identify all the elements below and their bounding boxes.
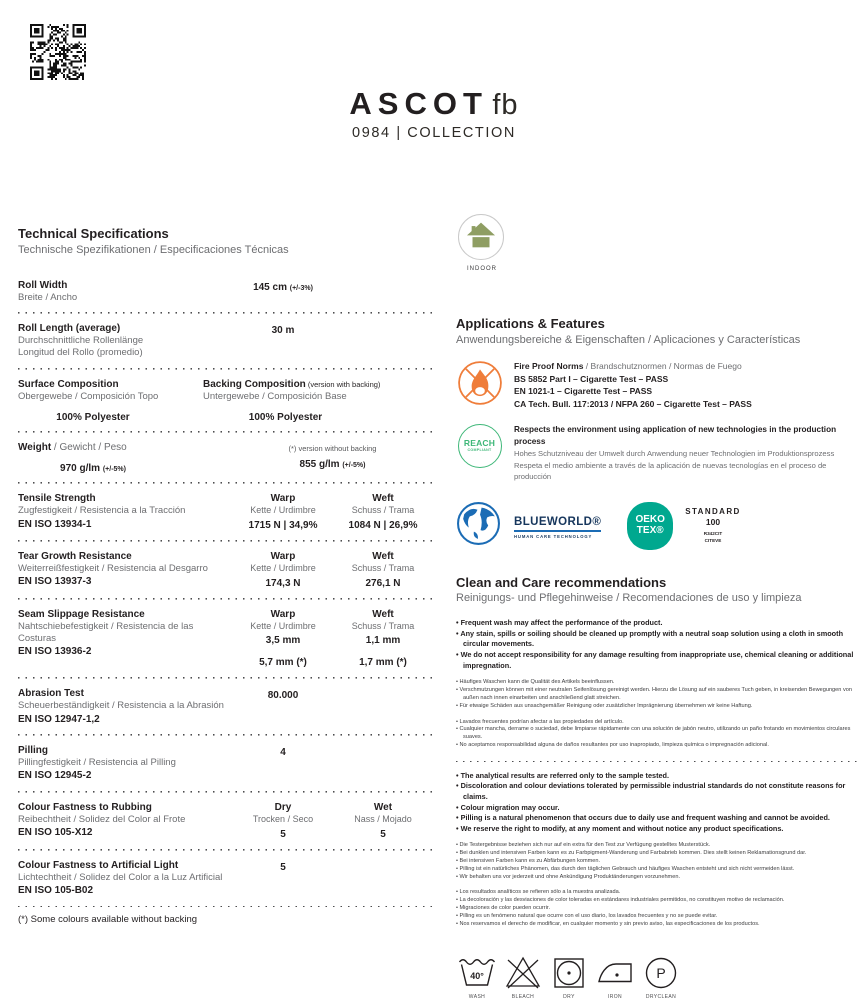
- spec-subtitle: Breite / Ancho: [18, 291, 78, 303]
- spec-title: Tensile Strength: [18, 493, 96, 505]
- bullet-item: EN 1021-1 – Cigarette Test – PASS: [514, 386, 653, 397]
- spec-subtitle: Weiterreißfestigkeit / Resistencia al Desgarro: [18, 562, 208, 574]
- bullet-item: • Wir behalten uns vor jederzeit und ohne Ankündigung Produktänderungen vorzunehmen.: [456, 874, 860, 882]
- care-bullets-es-1: [456, 719, 860, 750]
- dotted-separator: [456, 761, 860, 763]
- iso-standard: EN ISO 13937-3: [18, 576, 92, 588]
- spec-row-tensile: [18, 492, 432, 532]
- bullet-item: • We do not accept responsibility for any damage resulting from inappropriate use, chemical cleaning or additional impregnation.: [456, 650, 860, 671]
- warp-header: Warp: [270, 550, 296, 562]
- bullet-item: • Verschmutzungen können mit einer neutralen Seifenlösung gereinigt werden. Hierzu die Lösung auf ein sauberes Tuch geben, in kreisenden Bewegungen von außen nach innen einarbeiten und anschließend glatt streichen.: [456, 687, 860, 703]
- warp-subheader: Kette / Urdimbre: [250, 505, 316, 516]
- spec-alt-value: 855 g/lm (+/-5%): [299, 459, 366, 471]
- indoor-label: INDOOR: [467, 266, 497, 272]
- iso-standard: EN ISO 12947-1,2: [18, 713, 100, 725]
- care-bullets-es-2: [456, 889, 860, 928]
- oeko-tex-badge: OEKO TEX®: [627, 502, 673, 550]
- no-bleach-icon: [503, 951, 543, 991]
- dotted-separator: [18, 312, 432, 314]
- spec-title: Roll Length (average): [18, 323, 121, 335]
- spec-row-abrasion: [18, 687, 432, 726]
- weft-value: 276,1 N: [365, 577, 401, 589]
- qr-code: [30, 24, 86, 80]
- dry-symbol: [548, 951, 590, 1000]
- spec-value: 970 g/lm (+/-5%): [60, 463, 126, 475]
- care-title: Clean and Care recommendations: [456, 574, 667, 590]
- bullet-item: • Colour migration may occur.: [456, 803, 860, 814]
- bullet-item: • Migraciones de color pueden ocurrir.: [456, 905, 860, 913]
- bullet-item: BS 5852 Part I – Cigarette Test – PASS: [514, 373, 669, 384]
- collection-subtitle: 0984 | COLLECTION: [352, 125, 516, 141]
- spec-value: 4: [280, 747, 286, 759]
- iso-standard: EN ISO 105-B02: [18, 884, 94, 896]
- indoor-badge: [458, 214, 506, 272]
- dotted-separator: [18, 598, 432, 600]
- dryclean-symbol: [640, 951, 682, 1000]
- iso-standard: EN ISO 105-X12: [18, 827, 93, 839]
- weft-alt-value: 1,7 mm (*): [359, 657, 407, 669]
- dryclean-icon: [641, 951, 681, 991]
- care-section: [456, 575, 860, 606]
- bullet-item: • Nos reservamos el derecho de modificar, en cualquier momento y sin previo aviso, las especificaciones de los productos.: [456, 921, 860, 929]
- spec-subtitle: Untergewebe / Composición Base: [203, 390, 347, 402]
- spec-title: Colour Fastness to Rubbing: [18, 801, 152, 813]
- spec-title: Backing Composition (version with backing): [203, 378, 381, 390]
- spec-title: Pilling: [18, 745, 48, 757]
- bullet-item: • The analytical results are referred only to the sample tested.: [456, 771, 860, 782]
- bullet-item: • Häufiges Waschen kann die Qualität des Artikels beeinflussen.: [456, 679, 860, 687]
- dotted-separator: [18, 791, 432, 793]
- dotted-separator: [18, 431, 432, 433]
- warp-alt-value: 5,7 mm (*): [259, 657, 307, 669]
- bleach-label: BLEACH: [511, 993, 535, 1000]
- weft-header: Weft: [372, 550, 394, 562]
- spec-row-seam: [18, 608, 432, 670]
- spec-title: Surface Composition: [18, 378, 119, 390]
- warp-value: 3,5 mm: [265, 635, 301, 647]
- reach-statement-es: Respeta el medio ambiente a través de la aplicación de nuevas tecnologías en el proceso de producción: [514, 460, 827, 482]
- spec-title: Abrasion Test: [18, 688, 84, 700]
- iso-standard: EN ISO 13934-1: [18, 518, 92, 530]
- iso-standard: EN ISO 13936-2: [18, 646, 92, 658]
- spec-value: 145 cm (+/-3%): [253, 281, 313, 293]
- dotted-separator: [18, 540, 432, 542]
- spec-row-pilling: [18, 744, 432, 783]
- reach-badge-line1: REACH: [463, 437, 496, 448]
- technical-specifications-column: [18, 226, 432, 925]
- spec-title-note: (version with backing): [305, 379, 381, 389]
- iron-icon: [595, 951, 635, 991]
- tolerance: (+/-5%): [342, 462, 366, 470]
- bullet-item: • Lavados frecuentes podrían afectar a las propiedades del artículo.: [456, 719, 860, 727]
- bullet-item: • La decoloración y las desviaciones de color toleradas en estándares industriales permitidos, no constituyen motivo de reclamación.: [456, 897, 860, 905]
- bleach-symbol: [502, 951, 544, 1000]
- features-column: [456, 214, 860, 1000]
- spec-title: Weight / Gewicht / Peso: [18, 442, 127, 454]
- bullet-item: • Pilling is a natural phenomenon that occurs due to daily use and frequent washing and cannot be avoided.: [456, 813, 860, 824]
- svg-text:P: P: [656, 964, 666, 981]
- spec-row-tear: [18, 550, 432, 590]
- dotted-separator: [18, 905, 432, 907]
- warp-header: Warp: [270, 608, 296, 620]
- version-note: (*) version without backing: [288, 444, 377, 454]
- tech-specs-title: Technical Specifications: [18, 226, 169, 241]
- weft-subheader: Schuss / Trama: [351, 620, 415, 631]
- spec-title: Roll Width: [18, 279, 68, 291]
- tumble-dry-icon: [549, 951, 589, 991]
- applications-subtitle: Anwendungsbereiche & Eigenschaften / Aplicaciones y Características: [456, 333, 801, 346]
- dry-subheader: Trocken / Seco: [252, 813, 314, 824]
- bullet-item: • Frequent wash may affect the performance of the product.: [456, 618, 860, 629]
- wash-icon: [457, 951, 497, 991]
- globe-icon: [456, 501, 501, 551]
- reach-statement-de: Hohes Schutzniveau der Umwelt durch Anwendung neuer Technologien im Produktionsprozess: [514, 449, 835, 459]
- bullet-item: • No aceptamos responsabilidad alguna de daños resultantes por uso inapropiado, limpieza química o impregnación adicional.: [456, 742, 860, 750]
- bullet-item: • Bei intensiven Farben kann es zu Abfärbungen kommen.: [456, 858, 860, 866]
- masthead: [0, 86, 868, 141]
- bullet-item: • Pilling es un fenómeno natural que ocurre con el uso diario, los lavados frecuentes y no se puede evitar.: [456, 913, 860, 921]
- wet-value: 5: [380, 828, 386, 840]
- bullet-item: • Discoloration and colour deviations tolerated by permissible industrial standards do not constitute reasons for claims.: [456, 781, 860, 802]
- reach-compliant-icon: [456, 424, 503, 468]
- care-bullets-en-2: [456, 771, 860, 834]
- spec-subtitle: Longitud del Rollo (promedio): [18, 347, 143, 359]
- spec-value: 80.000: [267, 690, 299, 702]
- weft-value: 1084 N | 26,9%: [348, 519, 418, 531]
- care-bullets-en-1: [456, 618, 860, 671]
- spec-row-roll-length: [18, 322, 432, 360]
- warp-subheader: Kette / Urdimbre: [250, 562, 316, 573]
- weft-header: Weft: [372, 608, 394, 620]
- wash-symbol: [456, 951, 498, 1000]
- spec-title: Colour Fastness to Artificial Light: [18, 859, 179, 871]
- weft-subheader: Schuss / Trama: [351, 505, 415, 516]
- spec-value: 100% Polyester: [56, 412, 130, 424]
- spec-row-rubbing: [18, 801, 432, 841]
- care-symbols-row: [456, 951, 860, 1000]
- spec-value: 5: [280, 861, 286, 873]
- reach-statement-en: Respects the environment using application of new technologies in the production process: [514, 424, 837, 447]
- wet-header: Wet: [373, 801, 393, 813]
- house-icon: [464, 218, 498, 257]
- dry-label: DRY: [563, 993, 575, 1000]
- care-bullets-de-1: [456, 679, 860, 710]
- spec-subtitle: Durchschnittliche Rollenlänge: [18, 335, 144, 347]
- warp-value: 174,3 N: [265, 577, 301, 589]
- spec-row-light-fastness: [18, 859, 432, 898]
- bullet-item: • Los resultados analíticos se refieren sólo a la muestra analizada.: [456, 889, 860, 897]
- bullet-item: • Bei dunklen und intensiven Farben kann es zu Farbpigment-Wanderung und Farbabrieb kommen. Dies stellt keinen Reklamationsgrund dar.: [456, 850, 860, 858]
- fire-norms-heading: Fire Proof Norms / Brandschutznormen / Normas de Fuego: [514, 360, 742, 371]
- care-bullets-de-2: [456, 842, 860, 881]
- brand-name: ASCOT: [349, 86, 488, 121]
- blueworld-wordmark: BLUEWORLD®: [514, 516, 601, 532]
- wash-label: WASH: [468, 993, 486, 1000]
- warp-value: 1715 N | 34,9%: [248, 519, 318, 531]
- dotted-separator: [18, 734, 432, 736]
- spec-title: Seam Slippage Resistance: [18, 608, 145, 620]
- applications-section: [456, 316, 860, 347]
- iron-symbol: [594, 951, 636, 1000]
- weft-subheader: Schuss / Trama: [351, 562, 415, 573]
- fire-proof-feature: [456, 360, 860, 411]
- bullet-item: • We reserve the right to modify, at any moment and without notice any product specifications.: [456, 824, 860, 835]
- bullet-item: • Die Testergebnisse beziehen sich nur auf ein extra für den Test zur Verfügung gestelltes Musterstück.: [456, 842, 860, 850]
- spec-row-weight: [18, 441, 432, 474]
- dryclean-label: DRYCLEAN: [645, 993, 677, 1000]
- care-subtitle: Reinigungs- und Pflegehinweise / Recomendaciones de uso y limpieza: [456, 592, 802, 605]
- spec-subtitle: Reibechtheit / Solidez del Color al Frote: [18, 813, 186, 825]
- applications-title: Applications & Features: [456, 316, 605, 331]
- warp-subheader: Kette / Urdimbre: [250, 620, 316, 631]
- certification-logos: [456, 501, 860, 551]
- dotted-separator: [18, 368, 432, 370]
- weft-value: 1,1 mm: [365, 635, 401, 647]
- bullet-item: • Für etwaige Schäden aus unsachgemäßer Reinigung oder zusätzlicher Imprägnierung übernehmen wir keine Haftung.: [456, 703, 860, 711]
- backing-footnote: (*) Some colours available without backing: [18, 914, 198, 926]
- bullet-item: • Pilling ist ein natürliches Phänomen, das durch den täglichen Gebrauch und häufiges Waschen entsteht und sich nicht vermeiden lässt.: [456, 866, 860, 874]
- svg-text:40°: 40°: [470, 970, 484, 981]
- spec-subtitle: Pillingfestigkeit / Resistencia al Pilling: [18, 757, 176, 769]
- fire-norms-list: [514, 373, 752, 411]
- page-title: [0, 86, 868, 122]
- tech-specs-subtitle: Technische Spezifikationen / Especificaciones Técnicas: [18, 243, 289, 256]
- spec-subtitle: Obergewebe / Composición Topo: [18, 390, 159, 402]
- weft-header: Weft: [372, 493, 394, 505]
- spec-subtitle: Lichtechtheit / Solidez del Color a la Luz Artificial: [18, 871, 223, 883]
- reach-feature: [456, 424, 860, 483]
- blueworld-logo: [514, 512, 601, 539]
- dotted-separator: [18, 849, 432, 851]
- iron-label: IRON: [607, 993, 623, 1000]
- spec-subtitle: Scheuerbeständigkeit / Resistencia a la Abrasión: [18, 700, 224, 712]
- no-flame-icon: [456, 360, 503, 406]
- wet-subheader: Nass / Mojado: [354, 813, 412, 824]
- spec-subtitle: Zugfestigkeit / Resistencia a la Tracción: [18, 505, 186, 517]
- tolerance: (+/-5%): [102, 466, 126, 474]
- bullet-item: • Any stain, spills or soiling should be cleaned up promptly with a neutral soap solution using a cloth in smooth circular movements.: [456, 629, 860, 650]
- bullet-item: • Cualquier mancha, derrame o suciedad, debe limpiarse rápidamente con una solución de jabón neutro, utilizando un paño frotando en movimientos circulares suaves.: [456, 726, 860, 742]
- spec-row-roll-width: [18, 279, 432, 304]
- dry-header: Dry: [274, 801, 292, 813]
- tolerance: (+/-3%): [289, 284, 313, 292]
- spec-row-composition: [18, 378, 432, 423]
- dotted-separator: [18, 677, 432, 679]
- dotted-separator: [18, 482, 432, 484]
- spec-value: 100% Polyester: [248, 412, 323, 424]
- iso-standard: EN ISO 12945-2: [18, 770, 92, 782]
- spec-title: Tear Growth Resistance: [18, 550, 132, 562]
- bullet-item: CA Tech. Bull. 117:2013 / NFPA 260 – Cigarette Test – PASS: [514, 399, 752, 410]
- spec-value: 30 m: [271, 325, 295, 337]
- standard-100-label: STANDARD 100 R342CIT CITEVE: [685, 507, 741, 543]
- reach-badge-line2: COMPLIANT: [467, 447, 492, 452]
- spec-subtitle: Nahtschiebefestigkeit / Resistencia de las Costuras: [18, 620, 194, 644]
- blueworld-tagline: HUMAN CARE TECHNOLOGY: [514, 534, 593, 540]
- dry-value: 5: [280, 828, 286, 840]
- brand-suffix: fb: [492, 89, 519, 121]
- warp-header: Warp: [270, 493, 296, 505]
